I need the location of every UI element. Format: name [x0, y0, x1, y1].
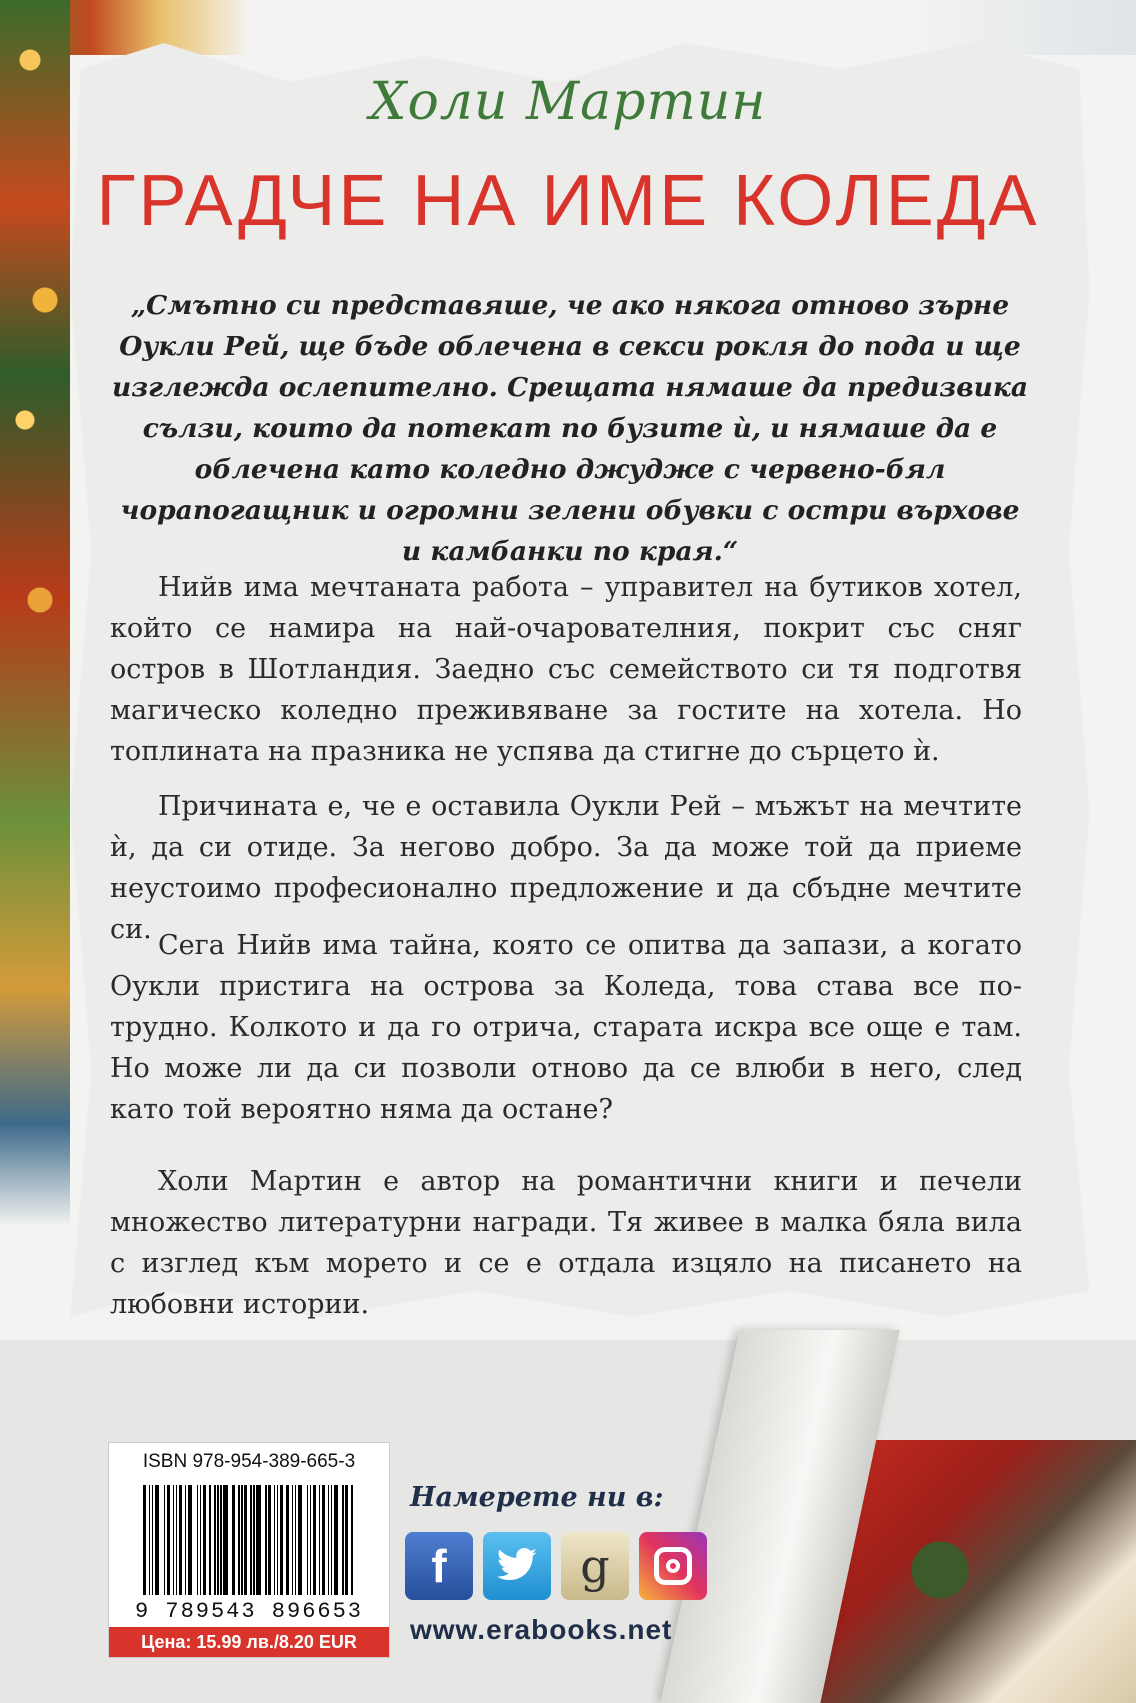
barcode-bar — [241, 1485, 242, 1595]
barcode-bar — [173, 1485, 174, 1595]
barcode-bar — [244, 1485, 247, 1595]
blurb-paragraph-2: Причината е, че е оставила Оукли Рей – мъжът на мечтите ѝ, да си отиде. За негово добро. За да може той да приеме неустоимо професионално предложение и да сбъдне мечтите си. — [110, 791, 1022, 945]
barcode-bar — [280, 1485, 283, 1595]
barcode-bar — [217, 1485, 218, 1595]
find-us-heading: Намерете ни в: — [410, 1482, 664, 1513]
barcode-bar — [268, 1485, 271, 1595]
barcode-bar — [214, 1485, 215, 1595]
barcode-bar — [232, 1485, 235, 1595]
barcode-bar — [292, 1485, 293, 1595]
barcode-bar — [220, 1485, 221, 1595]
barcode-bar — [277, 1485, 278, 1595]
barcode-bar — [274, 1485, 275, 1595]
twitter-bird-glyph — [495, 1548, 539, 1584]
barcode-bar — [286, 1485, 289, 1595]
barcode-bar — [256, 1485, 260, 1595]
barcode-bar — [209, 1485, 212, 1595]
barcode-bar — [176, 1485, 177, 1595]
barcode-bar — [185, 1485, 186, 1595]
excerpt-quote: „Смътно си представяше, че ако някога отново зърне Оукли Рей, ще бъде облечена в секси рокля до пода и ще изглежда ослепително. Срещата нямаше да предизвика сълзи, които да потекат по бузите ѝ, и нямаше да е облечена като коледно джудже с червено-бял чорапогащник и огромни зелени обувки с остри върхове и камбанки по края.“ — [111, 290, 1028, 567]
barcode-bar — [345, 1485, 348, 1595]
blurb-paragraph-3: Сега Нийв има тайна, която се опитва да запази, а когато Оукли пристига на острова за Коледа, това става все по-трудно. Колкото и да го отрича, старата искра все още е там. Но може ли да си позволи отново да се влюби в него, след като той вероятно няма да остане? — [110, 930, 1022, 1125]
barcode-bar — [188, 1485, 192, 1595]
facebook-icon[interactable]: f — [405, 1532, 473, 1600]
barcode-bar — [155, 1485, 159, 1595]
barcode-bar — [319, 1485, 320, 1595]
barcode-bar — [265, 1485, 266, 1595]
twitter-icon[interactable] — [483, 1532, 551, 1600]
barcode-bar — [298, 1485, 302, 1595]
barcode-bar — [200, 1485, 201, 1595]
instagram-icon[interactable] — [639, 1532, 707, 1600]
website-link[interactable]: www.erabooks.net — [410, 1614, 673, 1645]
barcode-bar — [328, 1485, 329, 1595]
author-bio: Холи Мартин е автор на романтични книги и печели множество литературни награди. Тя живее в малка бяла вила с изглед към морето и се е отдала изцяло на писането на любовни истории. — [110, 1166, 1022, 1320]
barcode-bar — [313, 1485, 316, 1595]
barcode-bar — [152, 1485, 153, 1595]
barcode-bar — [253, 1485, 254, 1595]
barcode-bar — [307, 1485, 308, 1595]
barcode-bar — [334, 1485, 338, 1595]
barcode-bar — [331, 1485, 332, 1595]
goodreads-icon[interactable]: g — [561, 1532, 629, 1600]
barcode-bar — [238, 1485, 239, 1595]
isbn-number: ISBN 978-954-389-665-3 — [142, 1451, 356, 1472]
barcode-bar — [149, 1485, 150, 1595]
blurb-paragraph-1: Нийв има мечтаната работа – управител на бутиков хотел, който се намира на най-очарователния, покрит със сняг остров в Шотландия. Заедно със семейството си тя подготвя магическо коледно преживяване за гостите на хотела. Но топлината на празника не успява да стигне до сърцето ѝ. — [110, 572, 1022, 767]
barcode-bar — [250, 1485, 251, 1595]
social-icons — [405, 1532, 707, 1600]
barcode-bar — [197, 1485, 198, 1595]
barcode-bar — [342, 1485, 343, 1595]
book-title: ГРАДЧЕ НА ИМЕ КОЛЕДА — [96, 161, 1040, 241]
barcode-bar — [310, 1485, 311, 1595]
barcode-bar — [295, 1485, 296, 1595]
barcode — [143, 1485, 355, 1595]
barcode-bar — [164, 1485, 165, 1595]
barcode-bar — [143, 1485, 146, 1595]
barcode-bar — [167, 1485, 170, 1595]
barcode-bar — [351, 1485, 352, 1595]
isbn-barcode-box — [108, 1442, 390, 1658]
author-name: Холи Мартин — [369, 72, 767, 132]
barcode-bar — [179, 1485, 182, 1595]
barcode-bar — [223, 1485, 227, 1595]
barcode-digits: 9 789543 896653 — [134, 1599, 364, 1624]
barcode-bar — [322, 1485, 325, 1595]
price-label: Цена: 15.99 лв./8.20 EUR — [109, 1627, 389, 1657]
barcode-bar — [203, 1485, 206, 1595]
